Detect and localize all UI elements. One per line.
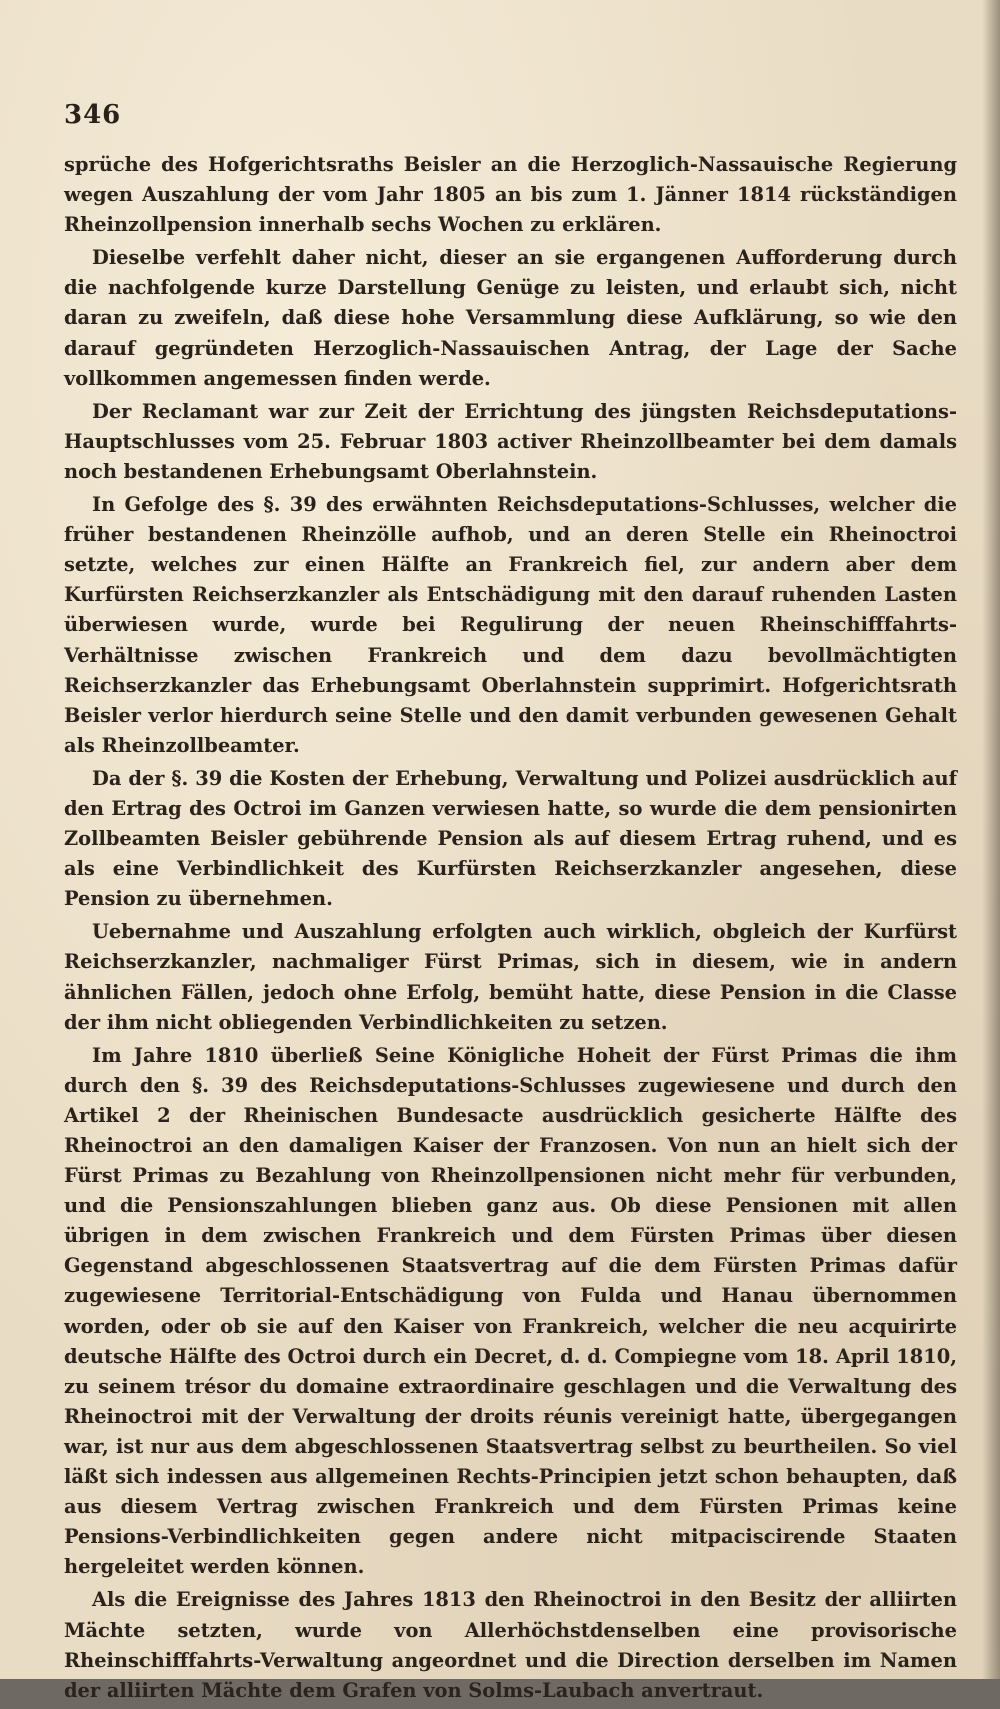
paragraph: Im Jahre 1810 überließ Seine Königliche Hoheit der Fürst Primas die ihm durch den §. 39 des Reichsdeputations-Schlusses zugewiesene und durch den Artikel 2 der Rheinischen Bundesacte ausdrücklich gesicherte Hälfte des Rheinoctroi an den damaligen Kaiser der Franzosen. Von nun an hielt sich der Fürst Primas zu Bezahlung von Rheinzollpensionen nicht mehr für verbunden, und die Pensionszahlungen blieben ganz aus. Ob diese Pensionen mit allen übrigen in dem zwischen Frankreich und dem Fürsten Primas über diesen Gegenstand abgeschlossenen Staatsvertrag auf die dem Fürsten Primas dafür zugewiesene Territorial-Entschädigung von Fulda und Hanau übernommen worden, oder ob sie auf den Kaiser von Frankreich, welcher die neu acquirirte deutsche Hälfte des Octroi durch ein Decret, d. d. Compiegne vom 18. April 1810, zu seinem trésor du domaine extraordinaire geschlagen und die Verwaltung des Rheinoctroi mit der Verwaltung der droits réunis vereinigt hatte, übergegangen war, ist nur aus dem abgeschlossenen Staatsvertrag selbst zu beurtheilen. So viel läßt sich indessen aus allgemeinen Rechts-Principien jetzt schon behaupten, daß aus diesem Vertrag zwischen Frankreich und dem Fürsten Primas keine Pensions-Verbindlichkeiten gegen andere nicht mitpaciscirende Staaten hergeleitet werden können. [64, 1043, 957, 1579]
paragraph: Dieselbe verfehlt daher nicht, dieser an sie ergangenen Aufforderung durch die nachfolgende kurze Darstellung Genüge zu leisten, und erlaubt sich, nicht daran zu zweifeln, daß diese hohe Versammlung diese Aufklärung, so wie den darauf gegründeten Herzoglich-Nassauischen Antrag, der Lage der Sache vollkommen angemessen finden werde. [64, 246, 957, 390]
paragraph: In Gefolge des §. 39 des erwähnten Reichsdeputations-Schlusses, welcher die früher bestandenen Rheinzölle aufhob, und an deren Stelle ein Rheinoctroi setzte, welches zur einen Hälfte an Frankreich fiel, zur andern aber dem Kurfürsten Reichserzkanzler als Entschädigung mit den darauf ruhenden Lasten überwiesen wurde, wurde bei Regulirung der neuen Rheinschifffahrts-Verhältnisse zwischen Frankreich und dem dazu bevollmächtigten Reichserzkanzler das Erhebungsamt Oberlahnstein supprimirt. Hofgerichtsrath Beisler verlor hierdurch seine Stelle und den damit verbunden gewesenen Gehalt als Rheinzollbeamter. [64, 493, 957, 757]
body-text [64, 150, 957, 1709]
paragraph: Als die Ereignisse des Jahres 1813 den Rheinoctroi in den Besitz der alliirten Mächte setzten, wurde von Allerhöchstdenselben eine provisorische Rheinschifffahrts-Verwaltung angeordnet und die Direction derselben im Namen der alliirten Mächte dem Grafen von Solms-Laubach anvertraut. [64, 1588, 957, 1702]
paragraph: Da der §. 39 die Kosten der Erhebung, Verwaltung und Polizei ausdrücklich auf den Ertrag des Octroi im Ganzen verwiesen hatte, so wurde die dem pensionirten Zollbeamten Beisler gebührende Pension als auf diesem Ertrag ruhend, und es als eine Verbindlichkeit des Kurfürsten Reichserzkanzler angesehen, diese Pension zu übernehmen. [64, 766, 957, 911]
page-edge-shadow [982, 0, 1000, 1679]
paragraph: Uebernahme und Auszahlung erfolgten auch wirklich, obgleich der Kurfürst Reichserzkanzler, nachmaliger Fürst Primas, sich in diesem, wie in andern ähnlichen Fällen, jedoch ohne Erfolg, bemüht hatte, diese Pension in die Classe der ihm nicht obliegenden Verbindlichkeiten zu setzen. [64, 920, 957, 1034]
paragraph: Der Reclamant war zur Zeit der Errichtung des jüngsten Reichsdeputations-Hauptschlusses vom 25. Februar 1803 activer Rheinzollbeamter bei dem damals noch bestandenen Erhebungsamt Oberlahnstein. [64, 399, 957, 483]
page-number: 346 [64, 100, 122, 130]
paragraph: sprüche des Hofgerichtsraths Beisler an die Herzoglich-Nassauische Regierung wegen Auszahlung der vom Jahr 1805 an bis zum 1. Jänner 1814 rückständigen Rheinzollpension innerhalb sechs Wochen zu erklären. [64, 153, 957, 237]
